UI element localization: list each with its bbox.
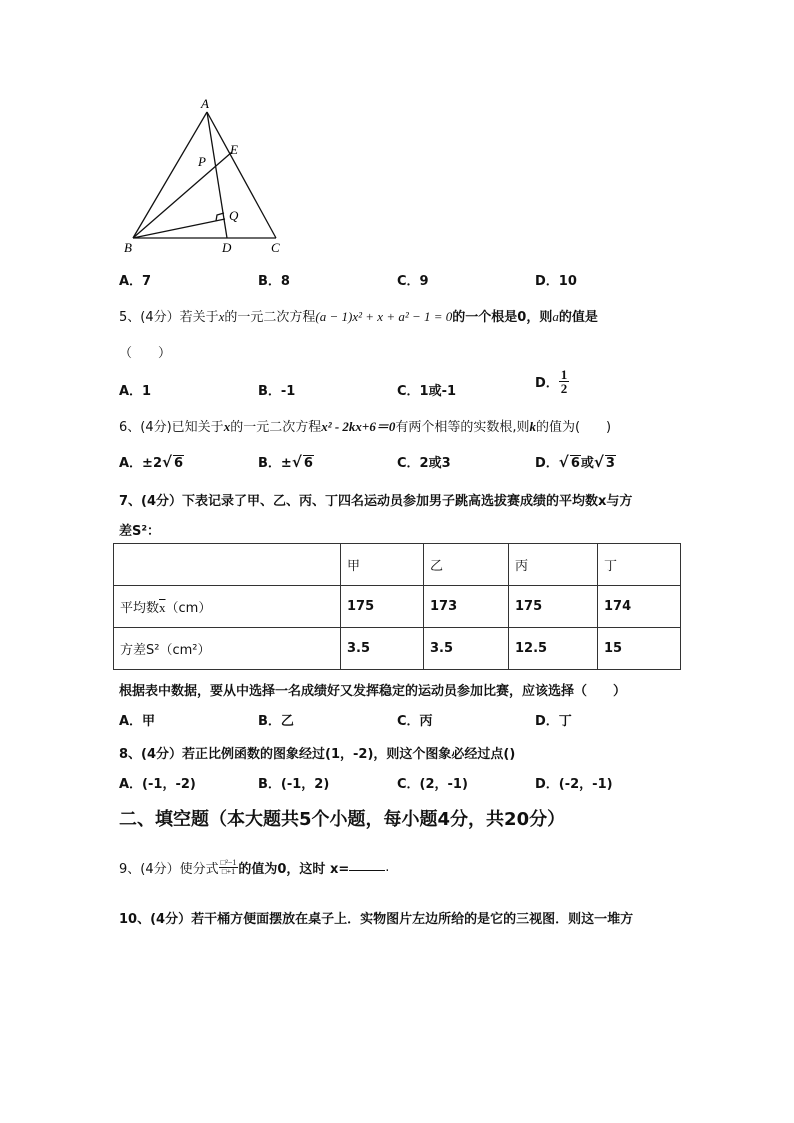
q7-prompt: 根据表中数据，要从中选择一名成绩好又发挥稳定的运动员参加比赛，应该选择（ ） [119, 684, 627, 699]
q6-end: 的值为( ) [535, 420, 612, 435]
table-cell: 175 [509, 586, 598, 628]
q10-stem: 10、(4分）若干桶方便面摆放在桌子上．实物图片左边所给的是它的三视图．则这一堆方 [119, 912, 634, 927]
table-header-cell: 乙 [424, 544, 509, 586]
label-e: E [230, 142, 238, 157]
row-label-symbol: $\overline{x}$ [159, 600, 166, 615]
q5-option-b: B．-1 [258, 384, 296, 399]
triangle-figure [118, 92, 298, 262]
table-cell: 175 [341, 586, 424, 628]
q7-option-b: B．乙 [258, 714, 294, 729]
q6-var-x: x [223, 419, 231, 434]
q8-option-c: C．(2，-1) [397, 777, 468, 792]
q6-option-b-label: B．± [258, 456, 292, 471]
sqrt-icon: √ [291, 453, 302, 471]
q9-prefix: 9、(4分）使分式 [119, 862, 219, 877]
q5-var-x: x [218, 309, 225, 324]
q6-mid: 的一元二次方程 [230, 420, 322, 435]
label-b: B [124, 240, 132, 255]
q6-option-d-radicand-1: 6 [570, 456, 580, 471]
sqrt-icon: √ [558, 453, 569, 471]
q5-option-c: C．1或-1 [397, 384, 457, 399]
q6-option-d-radicand-2: 3 [605, 456, 615, 471]
q8-option-b: B．(-1，2) [258, 777, 330, 792]
label-a: A [201, 96, 209, 111]
row-label-unit: （cm） [165, 601, 212, 616]
q7-line-2: 差S²： [119, 524, 161, 539]
q6-option-b-radicand: 6 [303, 456, 313, 471]
q6-stem [119, 416, 611, 435]
table-row [114, 586, 681, 628]
table-header-cell: 丙 [509, 544, 598, 586]
label-p: P [198, 154, 206, 169]
q8-option-a: A．(-1，-2) [119, 777, 196, 792]
q6-option-a-radicand: 6 [174, 456, 184, 471]
answer-blank[interactable] [349, 858, 385, 871]
table-cell: 3.5 [424, 628, 509, 670]
q8-option-d: D．(-2，-1) [535, 777, 613, 792]
q6-option-a [119, 452, 184, 471]
q6-option-d-label: D． [535, 456, 559, 471]
q9-suffix: 的值为0，这时 x= [238, 862, 350, 877]
table-row-label [114, 586, 341, 628]
table-cell: 174 [598, 586, 681, 628]
q6-option-b [258, 452, 314, 471]
q5-option-d [535, 368, 569, 395]
sqrt-icon: √ [593, 453, 604, 471]
q7-line-1: 7、(4分）下表记录了甲、乙、丙、丁四名运动员参加男子跳高选拔赛成绩的平均数x与方 [119, 494, 633, 509]
label-c: C [271, 240, 280, 255]
segment-ab [133, 112, 207, 238]
q5-option-a: A．1 [119, 384, 152, 399]
label-d: D [222, 240, 232, 255]
q6-prefix: 6、(4分)已知关于 [119, 420, 224, 435]
row-label-text: 平均数 [120, 601, 160, 616]
table-cell: 15 [598, 628, 681, 670]
q5-mid: 的一元二次方程 [224, 310, 316, 325]
q6-option-a-label: A．±2 [119, 456, 162, 471]
q6-option-d [535, 452, 616, 471]
q9-fraction-denominator: □+1 [221, 867, 236, 876]
q4-option-a: A．7 [119, 274, 152, 289]
q5-fraction-denominator: 2 [560, 381, 568, 396]
q7-option-a: A．甲 [119, 714, 156, 729]
table-cell: 3.5 [341, 628, 424, 670]
scores-table [113, 543, 681, 670]
q8-stem: 8、(4分）若正比例函数的图象经过(1，-2)，则这个图象必经过点() [119, 747, 516, 762]
q4-option-b: B．8 [258, 274, 290, 289]
section-title: 二、填空题（本大题共5个小题，每小题4分，共20分） [119, 809, 566, 830]
q5-option-d-fraction [559, 368, 570, 395]
table-row-label: 方差S²（cm²） [114, 628, 341, 670]
q5-end: 的值是 [558, 310, 598, 325]
q5-prefix: 5、(4分）若关于 [119, 310, 219, 325]
q6-option-c: C．2或3 [397, 456, 451, 471]
table-header-cell [114, 544, 341, 586]
q4-option-d: D．10 [535, 274, 577, 289]
q5-option-d-label: D． [535, 376, 559, 391]
sqrt-icon: √ [162, 453, 173, 471]
q9-stem [119, 858, 389, 877]
q9-fraction [219, 859, 239, 876]
q6-option-d-or: 或 [580, 456, 594, 471]
q9-end: . [385, 860, 390, 875]
segment-be [133, 152, 232, 238]
q5-paren: （ ） [119, 346, 172, 361]
q6-suffix: 有两个相等的实数根,则 [395, 420, 530, 435]
q7-option-d: D．丁 [535, 714, 572, 729]
q4-option-c: C．9 [397, 274, 429, 289]
table-header-cell: 丁 [598, 544, 681, 586]
table-header-row [114, 544, 681, 586]
q5-fraction-numerator: 1 [560, 367, 568, 382]
q5-var-a: a [552, 309, 559, 324]
label-q: Q [229, 208, 239, 223]
table-cell: 12.5 [509, 628, 598, 670]
segment-bq [133, 219, 225, 238]
q6-equation: x² - 2kx+6＝0 [321, 419, 396, 434]
q5-suffix: 的一个根是0，则 [452, 310, 553, 325]
table-cell: 173 [424, 586, 509, 628]
table-header-cell: 甲 [341, 544, 424, 586]
table-row [114, 628, 681, 670]
q9-fraction-numerator: □²−1 [220, 858, 237, 867]
q5-equation: (a − 1)x² + x + a² − 1 = 0 [315, 309, 453, 324]
q7-option-c: C．丙 [397, 714, 433, 729]
q5-stem [119, 306, 598, 325]
q6-var-k: k [529, 419, 536, 434]
